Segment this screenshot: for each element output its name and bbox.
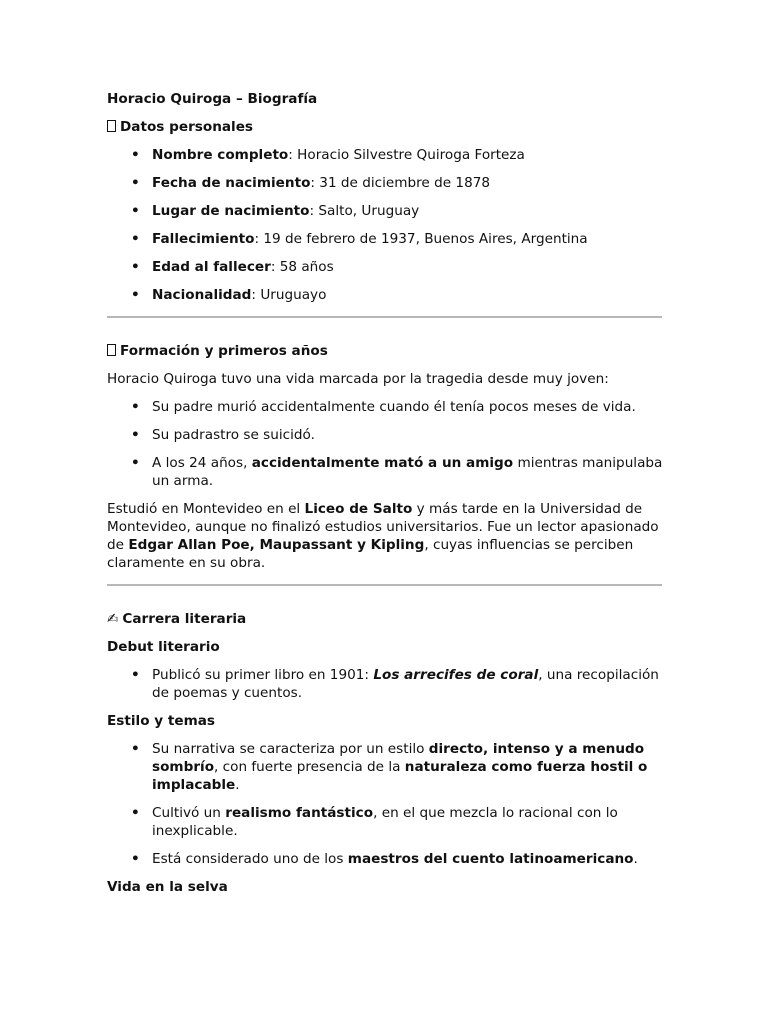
bold-run: maestros del cuento latinoamericano	[347, 851, 634, 867]
section-heading-datos-text: Datos personales	[120, 119, 254, 135]
list-item	[107, 454, 663, 490]
text-run: , con fuerte presencia de la	[214, 759, 405, 775]
subheading-estilo: Estilo y temas	[107, 713, 216, 729]
item-text: Su padre murió accidentalmente cuando él tenía pocos meses de vida.	[152, 399, 636, 415]
text-run: Está considerado uno de los	[152, 851, 348, 867]
list-item	[107, 426, 663, 444]
bold-run: Edgar Allan Poe, Maupassant y Kipling	[128, 537, 425, 553]
bold-run: Liceo de Salto	[304, 501, 413, 517]
item-label: Fallecimiento	[152, 231, 255, 247]
missing-glyph-icon	[107, 120, 116, 132]
list-item	[107, 740, 663, 794]
bullet: •	[131, 741, 140, 757]
bullet: •	[131, 147, 140, 163]
bold-run: naturaleza como fuerza hostil o implacable	[152, 759, 648, 793]
bullet: •	[131, 455, 140, 471]
item-value: : 19 de febrero de 1937, Buenos Aires, Argentina	[254, 231, 588, 247]
text-run: .	[633, 851, 638, 867]
debut-list	[107, 666, 663, 702]
bullet: •	[131, 203, 140, 219]
bullet: •	[131, 231, 140, 247]
bullet: •	[131, 399, 140, 415]
list-item	[107, 174, 663, 192]
text-run: Cultivó un	[152, 805, 226, 821]
text-run: y más tarde en la Universidad de Montevideo, aunque no finalizó estudios universitarios. Fue un lector apasionado de	[107, 501, 659, 553]
bullet: •	[131, 851, 140, 867]
list-item	[107, 230, 663, 248]
list-item	[107, 286, 663, 304]
formacion-paragraph	[107, 500, 663, 572]
estilo-list	[107, 740, 663, 868]
text-run: Su narrativa se caracteriza por un estilo	[152, 741, 429, 757]
text-run: , en el que mezcla lo racional con lo inexplicable.	[152, 805, 618, 839]
section-heading-formacion	[107, 342, 663, 360]
item-text: Su padrastro se suicidó.	[152, 427, 315, 443]
item-text-pre: A los 24 años,	[152, 455, 252, 471]
item-label: Nacionalidad	[152, 287, 252, 303]
bullet: •	[131, 175, 140, 191]
text-run: , cuyas influencias se perciben claramente en su obra.	[107, 537, 634, 571]
horizontal-rule	[107, 316, 662, 318]
list-item	[107, 666, 663, 702]
list-item	[107, 258, 663, 276]
item-value: : 31 de diciembre de 1878	[310, 175, 491, 191]
bullet: •	[131, 667, 140, 683]
item-value: : Horacio Silvestre Quiroga Forteza	[288, 147, 525, 163]
text-run: Publicó su primer libro en 1901:	[152, 667, 374, 683]
document-title: Horacio Quiroga – Biografía	[107, 91, 318, 107]
bullet: •	[131, 259, 140, 275]
text-run: , una recopilación de poemas y cuentos.	[152, 667, 659, 701]
text-run: .	[235, 777, 240, 793]
list-item	[107, 804, 663, 840]
item-label: Edad al fallecer	[152, 259, 271, 275]
list-item	[107, 202, 663, 220]
missing-glyph-icon	[107, 344, 116, 356]
list-item	[107, 146, 663, 164]
bullet: •	[131, 427, 140, 443]
bullet: •	[131, 287, 140, 303]
item-value: : Uruguayo	[251, 287, 327, 303]
book-title: Los arrecifes de coral	[373, 667, 539, 683]
writing-hand-icon: ✍	[107, 611, 119, 627]
item-text-post: mientras manipulaba un arma.	[152, 455, 663, 489]
subheading-debut: Debut literario	[107, 639, 220, 655]
bold-run: directo, intenso y a menudo sombrío	[152, 741, 645, 775]
list-item	[107, 850, 663, 868]
item-label: Lugar de nacimiento	[152, 203, 310, 219]
text-run: Estudió en Montevideo en el	[107, 501, 305, 517]
item-label: Fecha de nacimiento	[152, 175, 311, 191]
subheading-selva: Vida en la selva	[107, 879, 228, 895]
section-heading-datos	[107, 118, 663, 136]
section-heading-carrera-text: Carrera literaria	[122, 611, 247, 627]
datos-list	[107, 146, 663, 304]
formacion-intro: Horacio Quiroga tuvo una vida marcada por la tragedia desde muy joven:	[107, 371, 609, 387]
item-label: Nombre completo	[152, 147, 289, 163]
item-value: : Salto, Uruguay	[309, 203, 420, 219]
item-value: : 58 años	[270, 259, 334, 275]
horizontal-rule	[107, 584, 662, 586]
list-item	[107, 398, 663, 416]
section-heading-formacion-text: Formación y primeros años	[120, 343, 328, 359]
bold-run: realismo fantástico	[225, 805, 374, 821]
formacion-list	[107, 398, 663, 490]
bullet: •	[131, 805, 140, 821]
section-heading-carrera	[107, 610, 663, 628]
item-text-bold: accidentalmente mató a un amigo	[251, 455, 514, 471]
